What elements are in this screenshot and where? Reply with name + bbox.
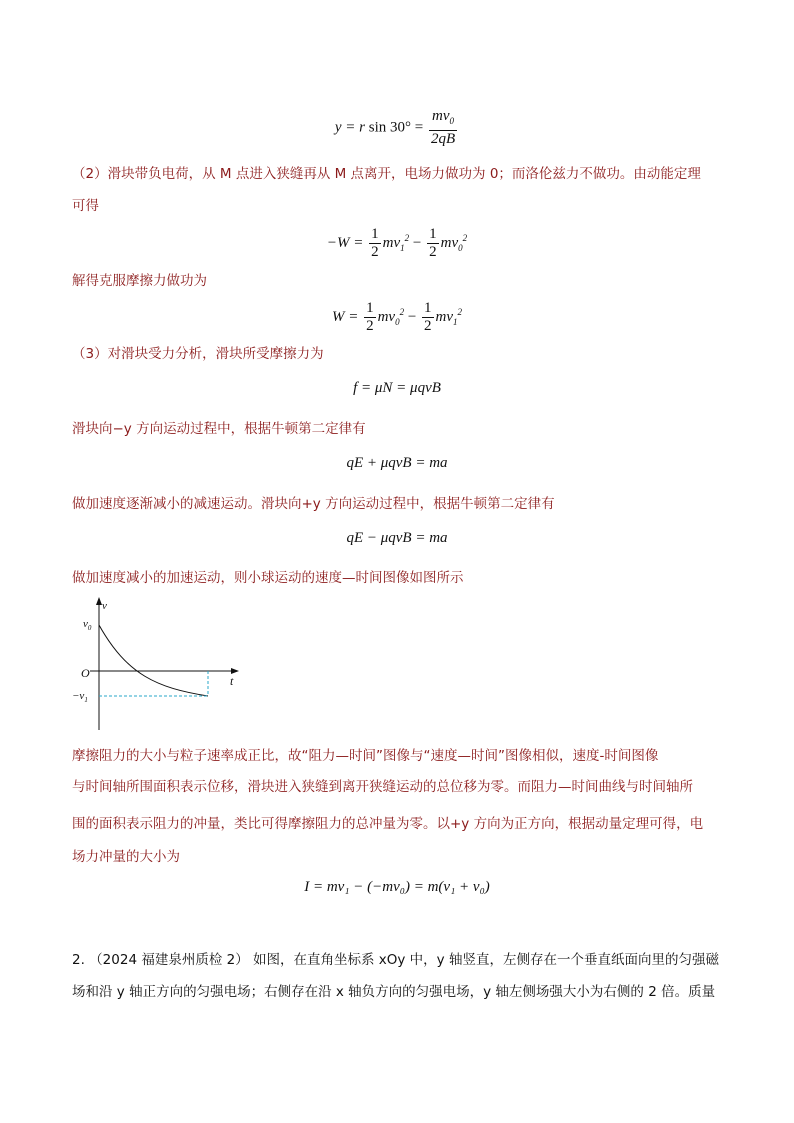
eq3-lhs: W = [331,308,359,325]
eq1-numerator-sub: 0 [449,116,455,126]
eq3-term-1-sup: 2 [399,306,405,317]
eq3-term-1: mv [377,308,396,325]
equation-newton-down: qE + μqvB = ma [346,455,448,471]
eq3-half-2-num: 1 [424,300,432,316]
eq2-term-2: mv [440,234,459,251]
eq1-angle: 30° = [390,119,424,136]
velocity-time-graph [72,595,252,735]
paragraph-3-line-1: （3）对滑块受力分析，滑块所受摩擦力为 [72,346,324,362]
equation-friction-work [0,300,794,335]
eq2-term-2-sub: 0 [458,242,463,253]
paragraph-friction-line-4: 场力冲量的大小为 [72,849,180,865]
eq3-half-2 [422,300,434,335]
eq1-lhs: y = r [334,119,365,136]
eq2-term-1-sub: 1 [400,242,405,253]
eq2-half-2 [427,226,439,261]
v0-label: $v_0$ [83,618,92,632]
eq3-half-2-den: 2 [424,318,432,334]
paragraph-work: 解得克服摩擦力做功为 [72,273,207,289]
eq3-minus: − [407,308,417,325]
eq3-half-1 [364,300,376,335]
paragraph-friction-line-3: 围的面积表示阻力的冲量，类比可得摩擦阻力的总冲量为零。以+y 方向为正方向，根据动量定理可得，电 [72,816,704,832]
eq3-term-1-sub: 0 [395,316,400,327]
eq2-term-1-sup: 2 [404,232,410,243]
equation-newton-up: qE − μqvB = ma [346,530,448,546]
equation-friction: f = μN = μqvB [353,380,441,396]
eq3-term-2: mv [435,308,454,325]
eq3-half-1-den: 2 [366,318,374,334]
eq1-sin: sin [368,119,387,136]
paragraph-2-line-1: （2）滑块带负电荷，从 M 点进入狭缝再从 M 点离开，电场力做功为 0；而洛伦兹力不做功。由动能定理 [72,166,701,182]
eq3-half-1-num: 1 [366,300,374,316]
eq2-half-1-num: 1 [371,226,379,242]
eq1-fraction [429,108,457,148]
eq2-term-2-sup: 2 [462,232,468,243]
eq2-term-1: mv [382,234,401,251]
eq2-half-2-num: 1 [429,226,437,242]
paragraph-graph-intro: 做加速度减小的加速运动，则小球运动的速度—时间图像如图所示 [72,570,464,586]
eq2-minus: − [412,234,422,251]
paragraph-friction-line-1: 摩擦阻力的大小与粒子速率成正比，故“阻力—时间”图像与“速度—时间”图像相似，速度-时间图像 [72,748,659,764]
equation-y-r-sin30 [0,108,794,148]
equation-kinetic-energy [0,226,794,261]
v-axis-label: v [102,600,107,612]
paragraph-downward-motion: 滑块向−y 方向运动过程中，根据牛顿第二定律有 [72,421,366,437]
paragraph-upward-motion: 做加速度逐渐减小的减速运动。滑块向+y 方向运动过程中，根据牛顿第二定律有 [72,496,555,512]
eq2-half-1 [369,226,381,261]
t-axis-label: t [230,674,234,688]
question-2-line-2: 场和沿 y 轴正方向的匀强电场；右侧存在沿 x 轴负方向的匀强电场，y 轴左侧场强大小为右侧的 2 倍。质量 [72,984,716,1000]
eq3-term-2-sub: 1 [453,316,458,327]
eq2-lhs: −W = [326,234,364,251]
question-2-line-1: 2. （2024 福建泉州质检 2） 如图，在直角坐标系 xOy 中，y 轴竖直，左侧存在一个垂直纸面向里的匀强磁 [72,952,719,968]
eq2-half-2-den: 2 [429,244,437,260]
neg-v1-label: $-v_1$ [72,690,88,704]
eq1-denominator: 2qB [430,131,456,147]
eq2-half-1-den: 2 [371,244,379,260]
eq1-numerator: mv [432,108,450,124]
eq3-term-2-sup: 2 [457,306,463,317]
origin-label: O [81,666,90,680]
paragraph-2-line-2: 可得 [72,198,99,214]
equation-impulse: I = mv₁ − (−mv₀) = m(v₁ + v₀) [304,879,490,895]
velocity-curve [99,625,208,696]
paragraph-friction-line-2: 与时间轴所围面积表示位移，滑块进入狭缝到离开狭缝运动的总位移为零。而阻力—时间曲线与时间轴所 [72,779,693,795]
